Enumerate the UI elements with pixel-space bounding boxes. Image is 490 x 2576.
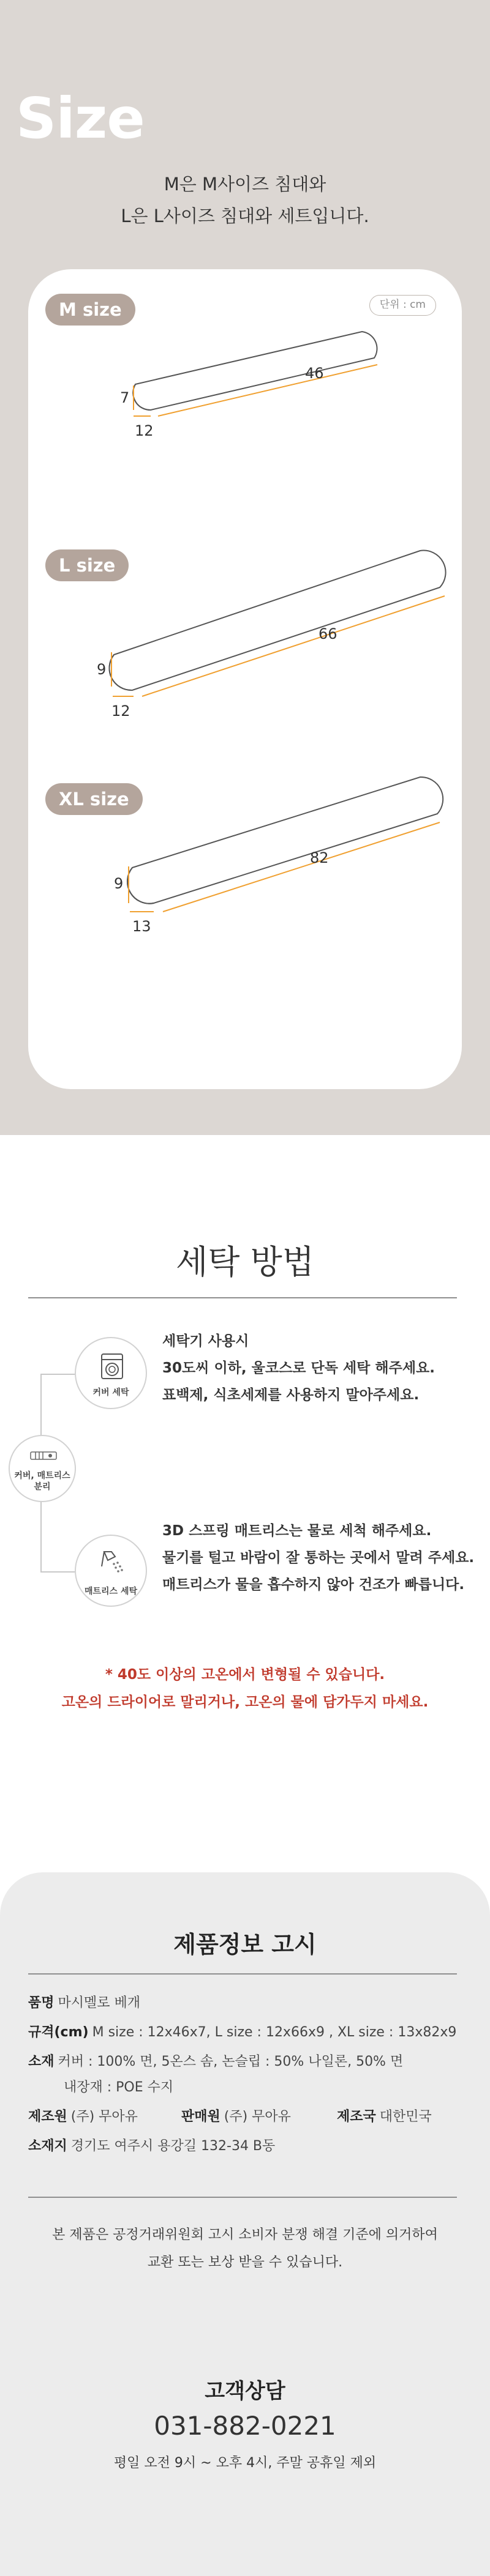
washing-machine-icon — [100, 1353, 124, 1380]
info-notice-line1: 본 제품은 공정거래위원회 고시 소비자 분쟁 해결 기준에 의거하여 — [52, 2227, 438, 2243]
info-row-material-inner — [64, 2074, 173, 2101]
customer-service-phone: 031-882-0221 — [154, 2411, 336, 2441]
size-intro-line1: M은 M사이즈 침대와 — [164, 174, 326, 195]
info-value: 마시멜로 베개 — [58, 1995, 141, 2011]
info-row-spec — [28, 2019, 456, 2046]
size-heading: Size — [16, 86, 145, 151]
info-value: 경기도 여주시 용강길 132-34 B동 — [70, 2139, 276, 2154]
info-notice — [0, 2221, 490, 2276]
shower-icon — [99, 1548, 125, 1577]
mattress-wash-instructions — [162, 1517, 474, 1598]
cover-wash-line: 세탁기 사용시 — [162, 1333, 249, 1349]
m-size-pillow-illustration — [28, 269, 462, 453]
mattress-wash-line: 매트리스가 물을 흡수하지 않아 건조가 빠릅니다. — [162, 1577, 465, 1593]
info-label: 제조원 — [28, 2109, 67, 2124]
divider — [28, 2197, 457, 2198]
info-value: (주) 무아유 — [70, 2109, 138, 2124]
pillow-body — [133, 332, 377, 410]
separate-label-line2: 분리 — [34, 1482, 51, 1492]
l-size-width: 12 — [111, 702, 130, 720]
l-size-length: 66 — [318, 625, 337, 642]
xl-size-label: XL size — [45, 783, 143, 815]
cover-wash-line: 30도씨 이하, 울코스로 단독 세탁 해주세요. — [162, 1360, 435, 1376]
cover-wash-label: 커버 세탁 — [92, 1388, 129, 1398]
unit-badge: 단위 : cm — [369, 295, 436, 316]
product-info-section — [0, 1872, 490, 2576]
info-label: 제조국 — [337, 2109, 376, 2124]
wash-warning-line2: 고온의 드라이어로 말리거나, 고온의 물에 담가두지 마세요. — [61, 1694, 429, 1710]
info-label: 품명 — [28, 1995, 55, 2011]
info-row-country — [337, 2104, 432, 2131]
wash-warning — [0, 1661, 490, 1716]
m-size-length: 46 — [305, 365, 324, 382]
cover-wash-line: 표백제, 식초세제를 사용하지 말아주세요. — [162, 1387, 420, 1403]
mattress-wash-line: 물기를 털고 바람이 잘 통하는 곳에서 말려 주세요. — [162, 1550, 475, 1566]
info-label: 판매원 — [181, 2109, 221, 2124]
m-size-label: M size — [45, 294, 135, 326]
l-size-height: 9 — [97, 661, 107, 678]
info-label: 소재지 — [28, 2139, 67, 2154]
info-value: M size : 12x46x7, L size : 12x66x9 , XL size : 13x82x9 — [92, 2025, 457, 2040]
info-row-material — [28, 2049, 403, 2075]
cover-wash-circle — [75, 1337, 147, 1409]
xl-size-height: 9 — [114, 875, 124, 892]
product-info-title: 제품정보 고시 — [173, 1931, 317, 1958]
xl-size-length: 82 — [310, 849, 329, 866]
cover-wash-instructions — [162, 1328, 435, 1409]
l-size-label: L size — [45, 549, 129, 581]
xl-size-pillow-illustration — [28, 759, 462, 967]
divider — [28, 1973, 457, 1975]
info-value: 대한민국 — [379, 2109, 432, 2124]
separate-circle — [9, 1435, 76, 1502]
l-size-pillow-illustration — [28, 532, 462, 734]
flow-line — [40, 1571, 76, 1573]
info-row-seller — [181, 2104, 291, 2131]
info-label: 규격(cm) — [28, 2025, 89, 2040]
size-section — [0, 0, 490, 1135]
info-value: 커버 : 100% 면, 5온스 솜, 논슬립 : 50% 나일론, 50% 면 — [58, 2054, 404, 2069]
customer-service-title: 고객상담 — [205, 2379, 285, 2403]
customer-service-hours: 평일 오전 9시 ~ 오후 4시, 주말 공휴일 제외 — [113, 2455, 377, 2471]
info-row-maker — [28, 2104, 138, 2131]
divider — [28, 1297, 457, 1298]
info-value: 내장재 : POE 수지 — [64, 2080, 174, 2095]
xl-size-width: 13 — [132, 918, 151, 935]
flow-line — [40, 1374, 76, 1375]
info-label: 소재 — [28, 2054, 55, 2069]
info-notice-line2: 교환 또는 보상 받을 수 있습니다. — [147, 2255, 343, 2270]
mattress-wash-line: 3D 스프링 매트리스는 물로 세척 해주세요. — [162, 1523, 432, 1539]
info-value: (주) 무아유 — [224, 2109, 291, 2124]
info-row-address — [28, 2133, 275, 2160]
zipper-icon — [27, 1450, 60, 1462]
pillow-end — [133, 384, 151, 410]
info-row-name — [28, 1990, 140, 2017]
size-intro-line2: L은 L사이즈 침대와 세트입니다. — [121, 206, 369, 226]
separate-label-line1: 커버, 매트리스 — [14, 1471, 70, 1481]
mattress-wash-circle — [75, 1535, 147, 1607]
wash-warning-line1: * 40도 이상의 고온에서 변형될 수 있습니다. — [105, 1667, 385, 1683]
flow-line — [40, 1496, 42, 1573]
m-size-width: 12 — [135, 422, 154, 439]
size-card — [28, 269, 462, 1089]
size-intro — [0, 168, 490, 232]
wash-title: 세탁 방법 — [176, 1243, 314, 1281]
m-size-height: 7 — [120, 389, 130, 406]
mattress-wash-label: 매트리스 세탁 — [84, 1587, 138, 1596]
